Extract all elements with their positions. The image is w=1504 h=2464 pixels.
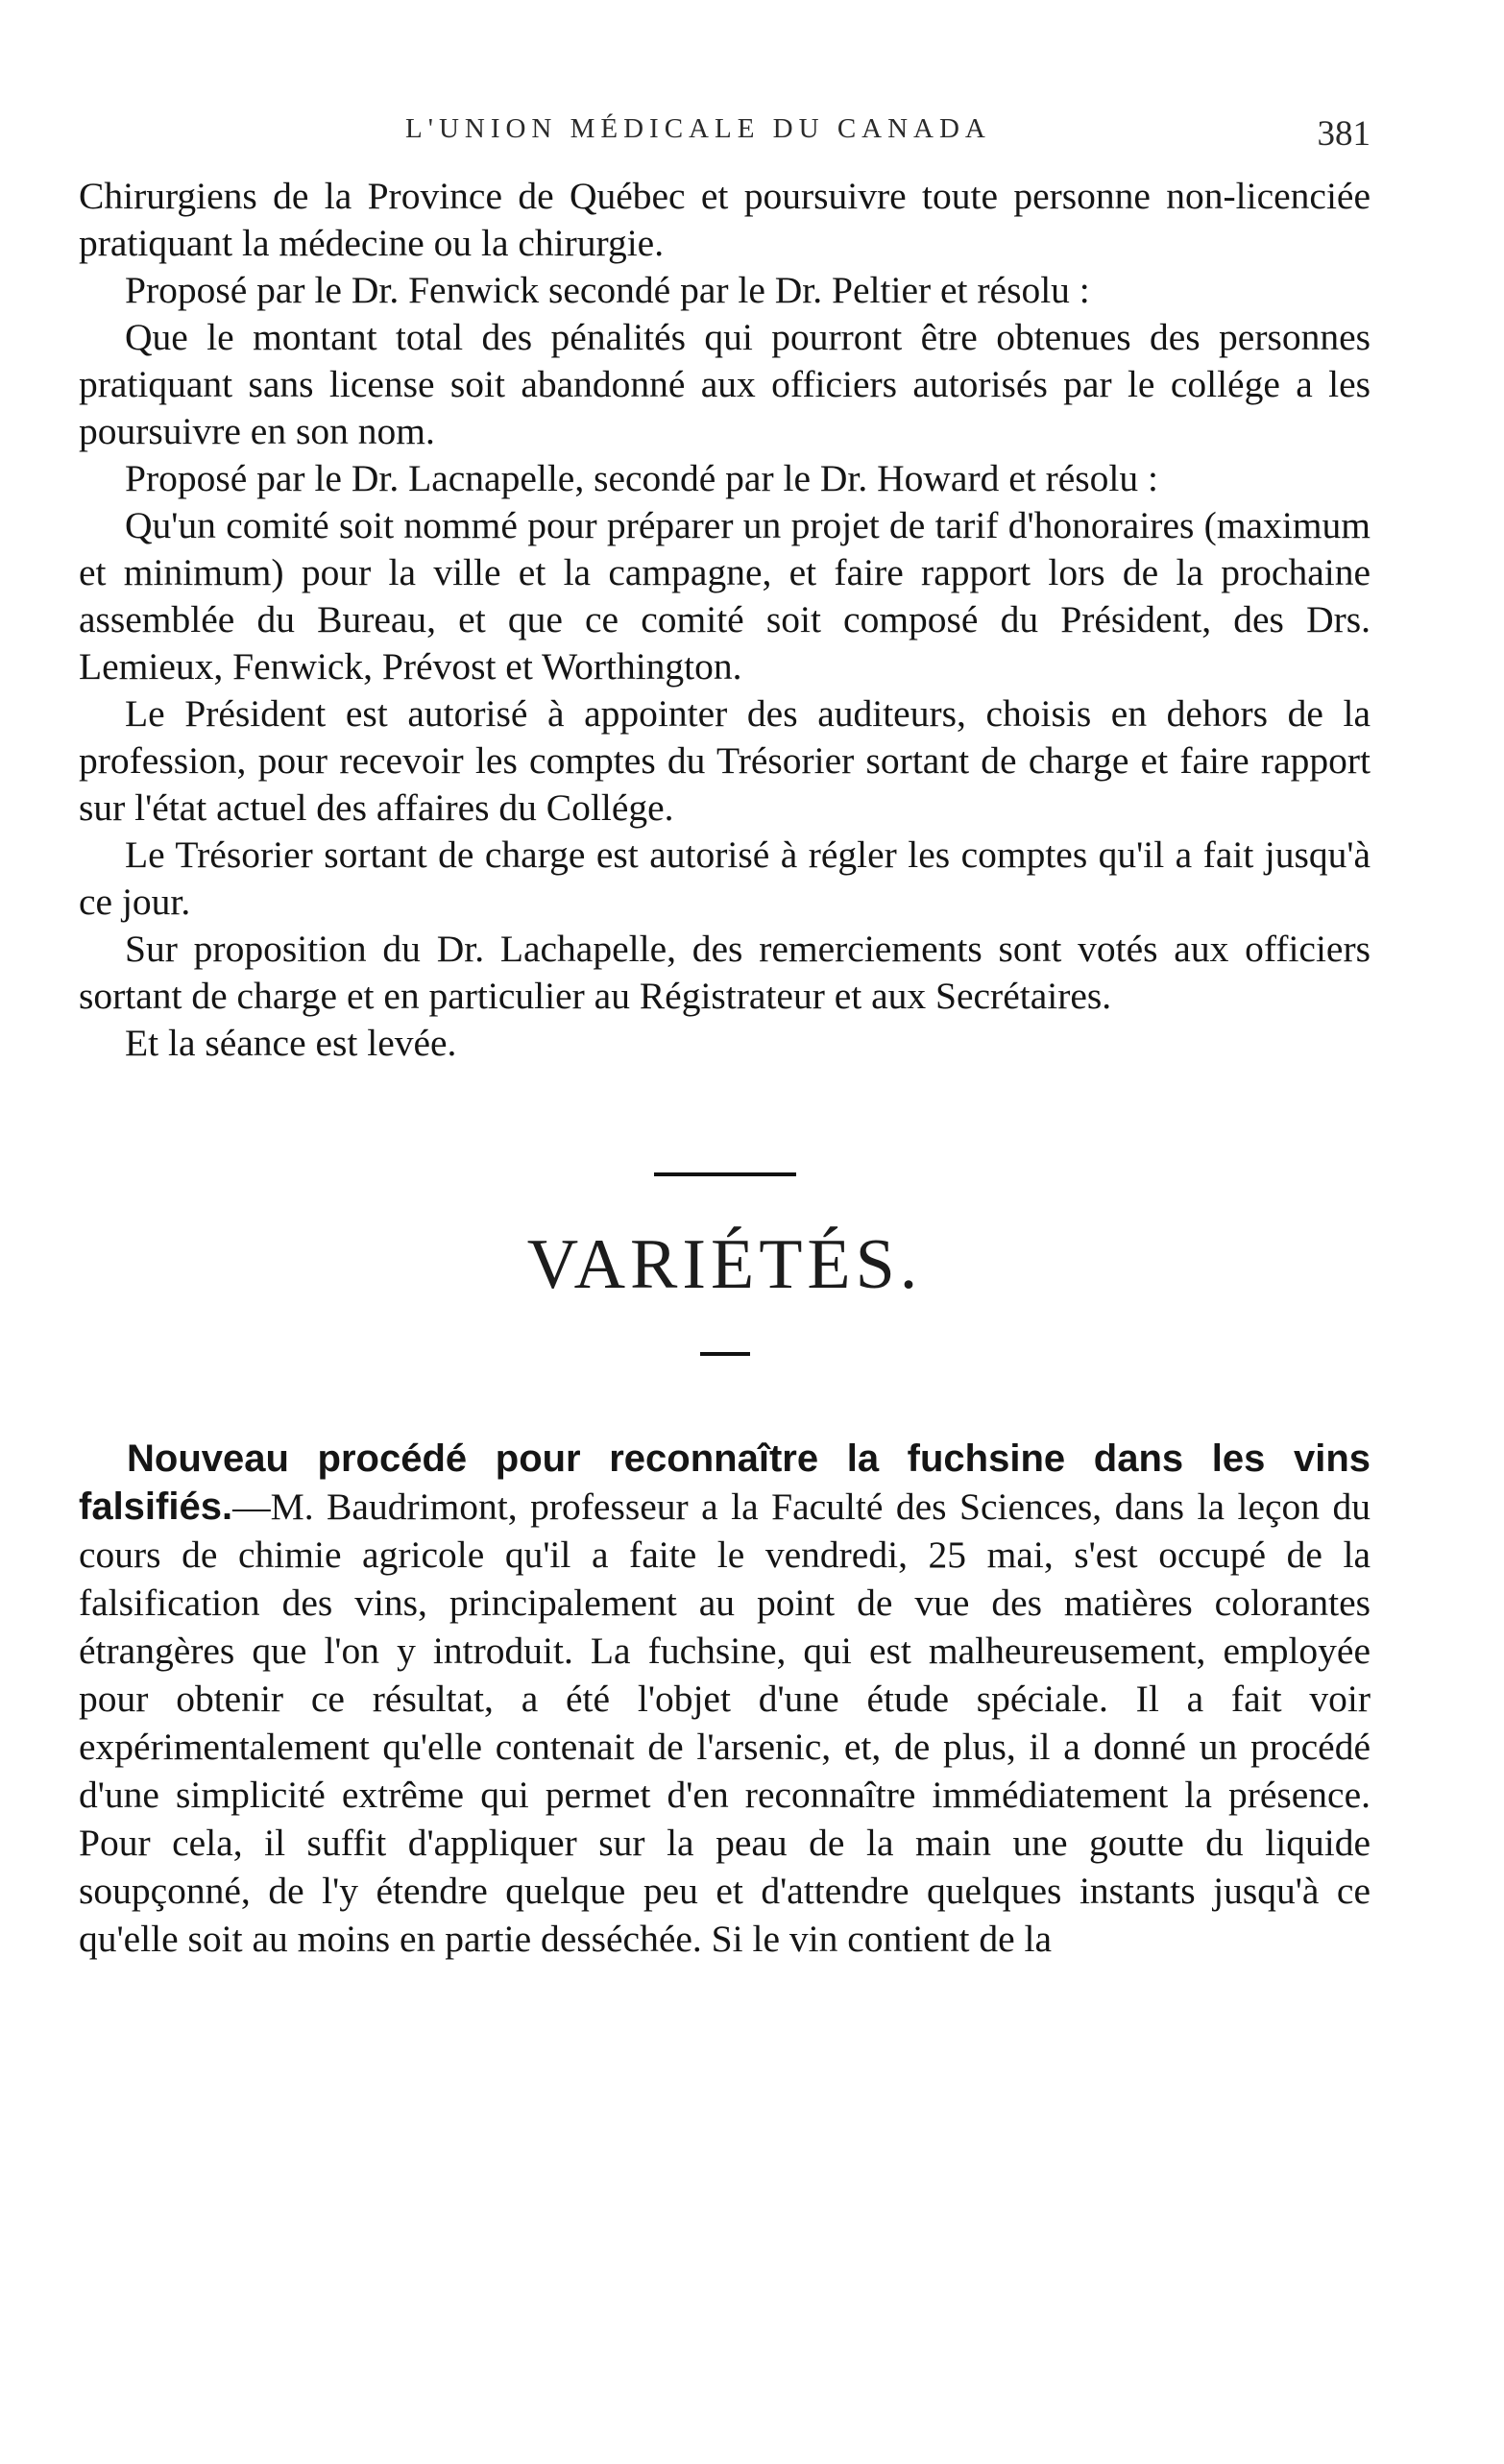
paragraph: Le Trésorier sortant de charge est autorisé à régler les comptes qu'il a fait jusqu'à ce jour. [79,833,1371,923]
article-body: —M. Baudrimont, professeur a la Faculté des Sciences, dans la leçon du cours de chimie agricole qu'il a faite le vendredi, 25 mai, s'est occupé de la falsification des vins, principalement au point de vue des matières colorantes étrangères que l'on y introduit. La fuchsine, qui est malheureusement, employée pour obtenir ce résultat, a été l'objet d'une étude spéciale. Il a fait voir expérimentalement qu'elle contenait de l'arsenic, et, de plus, il a donné un procédé d'une simplicité extrême qui permet d'en reconnaître immédiatement la présence. Pour cela, il suffit d'appliquer sur la peau de la main une goutte du liquide soupçonné, de l'y étendre quelque peu et d'attendre quelques instants jusqu'à ce qu'elle soit au moins en partie desséchée. Si le vin contient de la [79,1486,1371,1960]
document-page [79,113,1371,1963]
minutes-text [79,173,1371,1067]
section-heading: VARIÉTÉS. [526,1225,923,1304]
paragraph: Sur proposition du Dr. Lachapelle, des remerciements sont votés aux officiers sortant de charge et en particulier au Régistrateur et aux Secrétaires. [79,928,1371,1017]
page-number: 381 [1317,114,1371,154]
article-title: Nouveau procédé pour reconnaître la fuchsine dans les vins falsifiés. [79,1437,1371,1528]
paragraph: Que le montant total des pénalités qui pourront être obtenues des personnes pratiquant sans license soit abandonné aux officiers autorisés par le collége a les poursuivre en son nom. [79,316,1371,452]
heading-rule [700,1352,750,1356]
paragraph: Chirurgiens de la Province de Québec et poursuivre toute personne non-licenciée pratiquant la médecine ou la chirurgie. [79,175,1371,264]
paragraph: Le Président est autorisé à appointer des auditeurs, choisis en dehors de la profession, pour recevoir les comptes du Trésorier sortant de charge et faire rapport sur l'état actuel des affaires du Collége. [79,692,1371,829]
paragraph: Proposé par le Dr. Fenwick secondé par le Dr. Peltier et résolu : [125,269,1090,311]
paragraph: Et la séance est levée. [125,1022,457,1064]
section-divider [654,1172,796,1176]
running-title: L'UNION MÉDICALE DU CANADA [405,113,991,144]
paragraph: Proposé par le Dr. Lacnapelle, secondé par le Dr. Howard et résolu : [125,457,1158,499]
running-header [79,113,1371,156]
paragraph: Qu'un comité soit nommé pour préparer un projet de tarif d'honoraires (maximum et minimum) pour la ville et la campagne, et faire rapport lors de la prochaine assemblée du Bureau, et que ce comité soit composé du Président, des Drs. Lemieux, Fenwick, Prévost et Worthington. [79,504,1371,688]
article [79,1435,1371,1963]
